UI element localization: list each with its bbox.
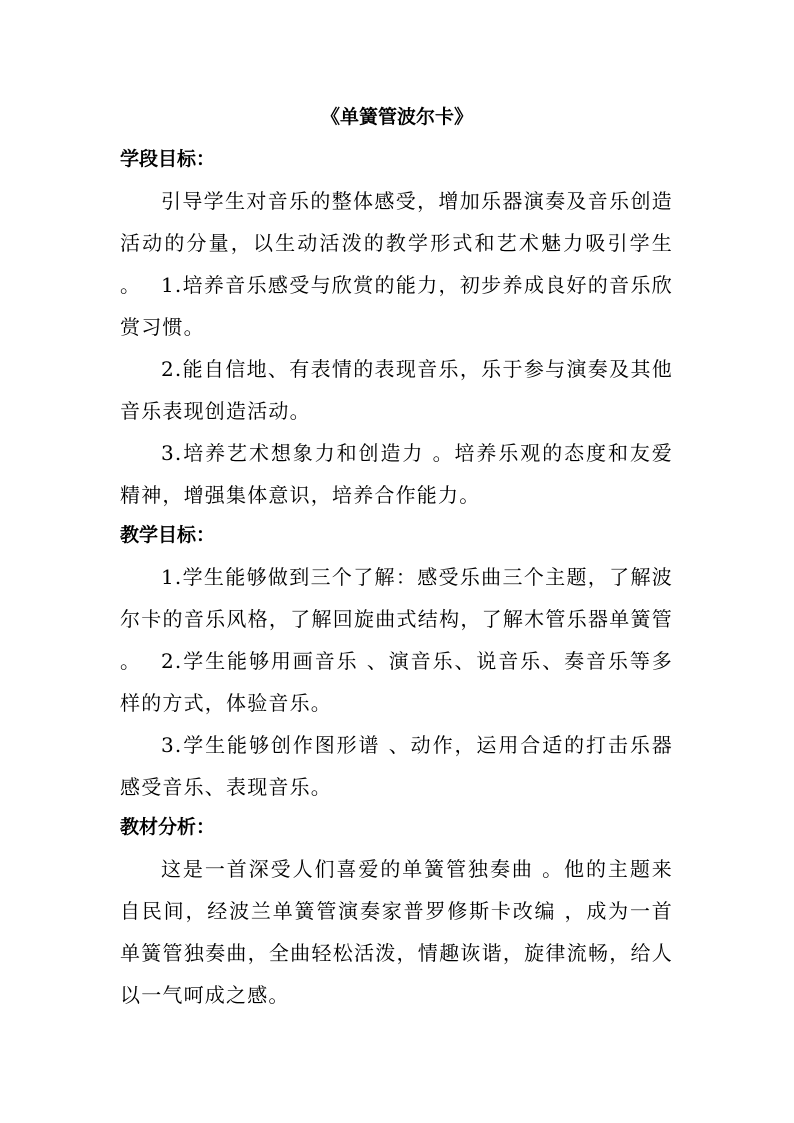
list-item-stage-goal-3: 3.培养艺术想象力和创造力 。培养乐观的态度和友爱精神，增强集体意识，培养合作能力。 bbox=[120, 441, 673, 507]
list-item-stage-goal-1: 1.培养音乐感受与欣赏的能力，初步养成良好的音乐欣赏习惯。 bbox=[120, 273, 673, 339]
list-item-stage-goal-2: 2.能自信地、有表情的表现音乐，乐于参与演奏及其他音乐表现创造活动。 bbox=[120, 357, 673, 423]
document-title: 《单簧管波尔卡》 bbox=[320, 106, 473, 128]
section-heading-material-analysis: 教材分析： bbox=[120, 816, 216, 838]
section-heading-stage-goals: 学段目标： bbox=[120, 148, 216, 170]
paragraph-material-analysis: 这是一首深受人们喜爱的单簧管独奏曲 。他的主题来自民间，经波兰单簧管演奏家普罗修斯卡改编 ，成为一首单簧管独奏曲，全曲轻松活泼，情趣诙谐，旋律流畅，给人以一气呵成之感。 bbox=[120, 857, 673, 1007]
paragraph-stage-intro: 引导学生对音乐的整体感受，增加乐器演奏及音乐创造活动的分量，以生动活泼的教学形式和艺术魅力吸引学生 。 bbox=[120, 189, 673, 297]
list-item-teaching-goal-2: 2.学生能够用画音乐 、演音乐、说音乐、奏音乐等多样的方式，体验音乐。 bbox=[120, 649, 673, 715]
list-item-teaching-goal-1: 1.学生能够做到三个了解：感受乐曲三个主题，了解波尔卡的音乐风格，了解回旋曲式结构，了解木管乐器单簧管 。 bbox=[120, 565, 673, 673]
list-item-teaching-goal-3: 3.学生能够创作图形谱 、动作，运用合适的打击乐器感受音乐、表现音乐。 bbox=[120, 733, 673, 799]
section-heading-teaching-goals: 教学目标： bbox=[120, 524, 216, 546]
